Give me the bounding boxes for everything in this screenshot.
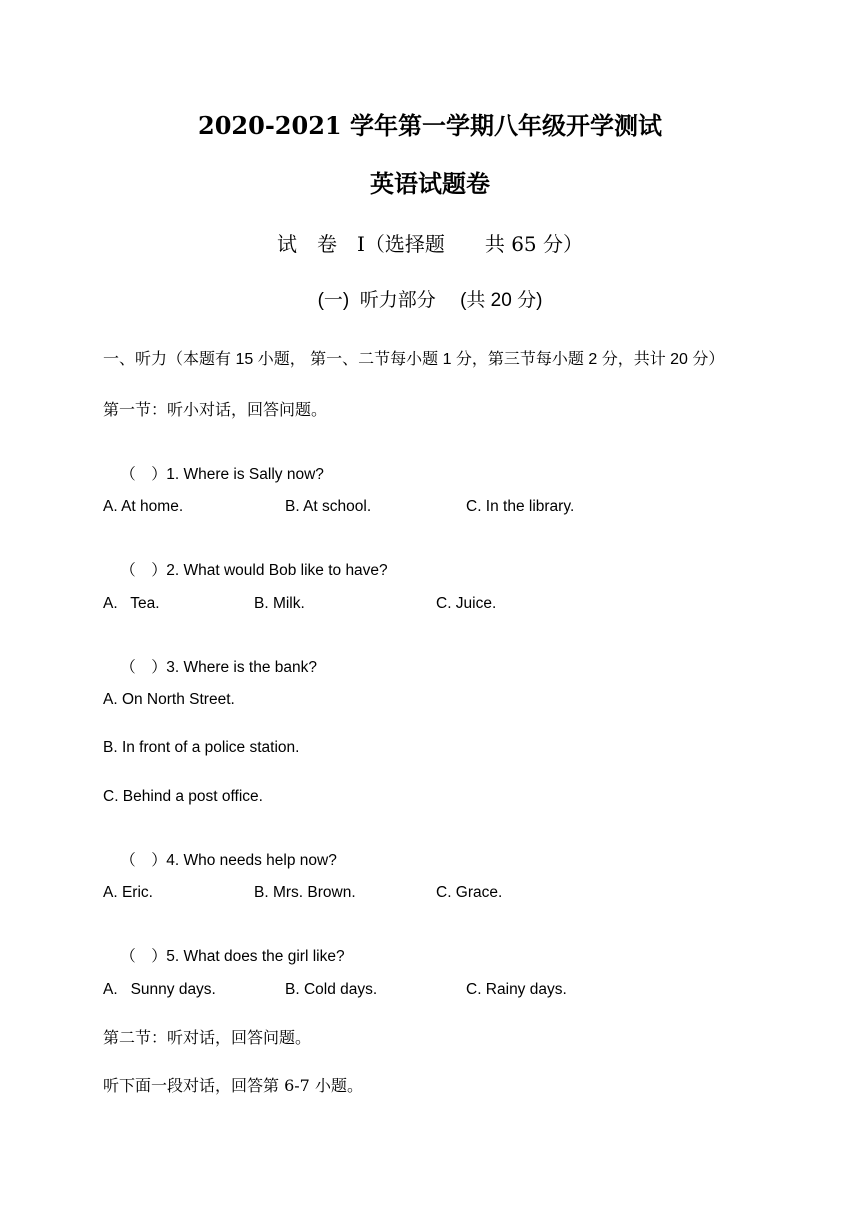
option-c: C. Juice. xyxy=(436,595,497,612)
option-a: A. On North Street. xyxy=(103,691,235,708)
option-a: A. Sunny days. xyxy=(103,981,216,998)
option-b: B. At school. xyxy=(285,498,372,515)
question-5 xyxy=(103,933,345,980)
answer-paren: （ ） xyxy=(120,561,167,579)
section2-instruction: 第二节：听对话，回答问题。 xyxy=(103,1028,312,1047)
exam-title: 2020-2021 学年第一学期八年级开学测试 xyxy=(198,111,662,140)
question-2 xyxy=(103,547,388,594)
paper-part-heading: 试 卷 Ⅰ（选择题 共 65 分） xyxy=(276,232,584,256)
answer-paren: （ ） xyxy=(120,465,167,483)
option-a: A. At home. xyxy=(103,498,184,515)
question-text: 1. Where is Sally now? xyxy=(166,465,324,483)
option-c: C. Rainy days. xyxy=(466,981,567,998)
option-b: B. In front of a police station. xyxy=(103,739,300,756)
section2-note: 听下面一段对话，回答第 6-7 小题。 xyxy=(103,1076,363,1095)
answer-paren: （ ） xyxy=(120,658,167,676)
option-a: A. Eric. xyxy=(103,884,153,901)
answer-paren: （ ） xyxy=(120,947,167,965)
option-c: C. Grace. xyxy=(436,884,503,901)
listening-section-heading: (一) 听力部分 (共 20 分) xyxy=(317,290,543,311)
answer-paren: （ ） xyxy=(120,851,167,869)
question-1 xyxy=(103,451,324,498)
question-3 xyxy=(103,644,317,691)
question-4 xyxy=(103,837,337,884)
option-a: A. Tea. xyxy=(103,595,160,612)
part1-heading: 一、听力（本题有 15 小题， 第一、二节每小题 1 分，第三节每小题 2 分，共计 20 分） xyxy=(103,351,725,368)
question-text: 4. Who needs help now? xyxy=(166,851,337,869)
question-text: 3. Where is the bank? xyxy=(166,658,318,676)
question-text: 5. What does the girl like? xyxy=(166,947,345,965)
exam-subtitle: 英语试题卷 xyxy=(370,169,490,198)
question-text: 2. What would Bob like to have? xyxy=(166,561,388,579)
option-b: B. Cold days. xyxy=(285,981,378,998)
option-c: C. In the library. xyxy=(466,498,575,515)
option-c: C. Behind a post office. xyxy=(103,788,263,805)
section1-instruction: 第一节：听小对话，回答问题。 xyxy=(103,400,328,419)
option-b: B. Mrs. Brown. xyxy=(254,884,356,901)
option-b: B. Milk. xyxy=(254,595,305,612)
